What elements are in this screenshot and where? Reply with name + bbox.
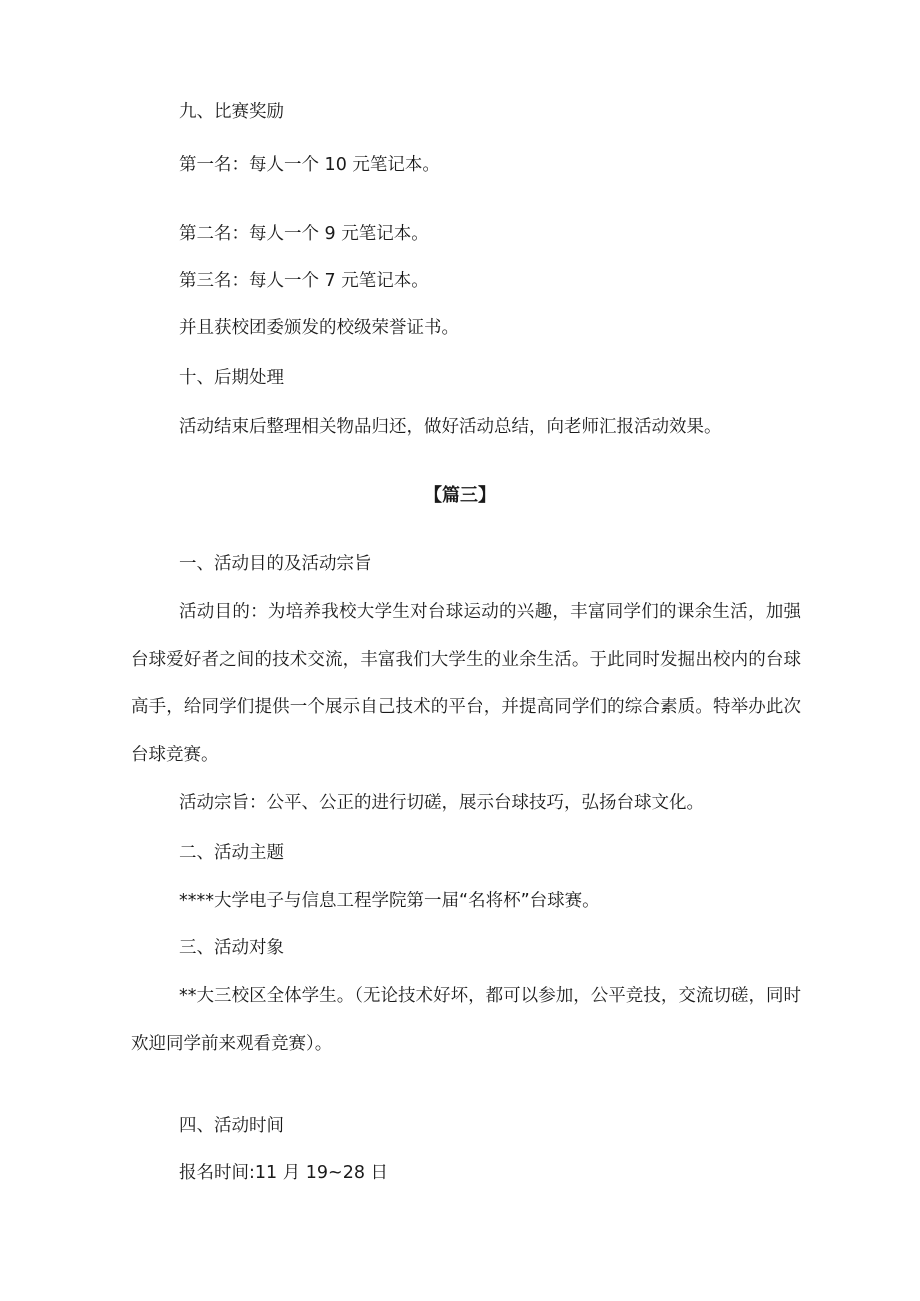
part3-section-1-heading: 一、活动目的及活动宗旨 bbox=[179, 554, 372, 574]
prize-first: 第一名：每人一个 10 元笔记本。 bbox=[179, 155, 440, 175]
activity-theme-text: ****大学电子与信息工程学院第一届“名将杯”台球赛。 bbox=[179, 891, 600, 911]
part-title: 【篇三】 bbox=[424, 485, 496, 506]
section-10-heading: 十、后期处理 bbox=[179, 368, 284, 388]
part3-section-2-heading: 二、活动主题 bbox=[179, 843, 284, 863]
activity-purpose-paragraph: 活动目的：为培养我校大学生对台球运动的兴趣，丰富同学们的课余生活，加强台球爱好者之间的技术交流，丰富我们大学生的业余生活。于此同时发掘出校内的台球高手，给同学们提供一个展示自己技术的平台，并提高同学们的综合素质。特举办此次台球竞赛。 bbox=[131, 602, 801, 765]
prize-third: 第三名：每人一个 7 元笔记本。 bbox=[179, 271, 429, 291]
section-10-text: 活动结束后整理相关物品归还，做好活动总结，向老师汇报活动效果。 bbox=[179, 417, 722, 437]
activity-tenet-text: 活动宗旨：公平、公正的进行切磋，展示台球技巧，弘扬台球文化。 bbox=[179, 793, 704, 813]
signup-time-text: 报名时间:11 月 19~28 日 bbox=[179, 1163, 389, 1183]
part3-section-3-heading: 三、活动对象 bbox=[179, 938, 284, 958]
section-9-heading: 九、比赛奖励 bbox=[179, 102, 284, 122]
activity-participants-paragraph: **大三校区全体学生。（无论技术好坏，都可以参加，公平竞技，交流切磋，同时欢迎同学前来观看竞赛）。 bbox=[131, 986, 801, 1054]
honor-certificate-text: 并且获校团委颁发的校级荣誉证书。 bbox=[179, 318, 459, 338]
part3-section-4-heading: 四、活动时间 bbox=[179, 1116, 284, 1136]
prize-second: 第二名：每人一个 9 元笔记本。 bbox=[179, 224, 429, 244]
